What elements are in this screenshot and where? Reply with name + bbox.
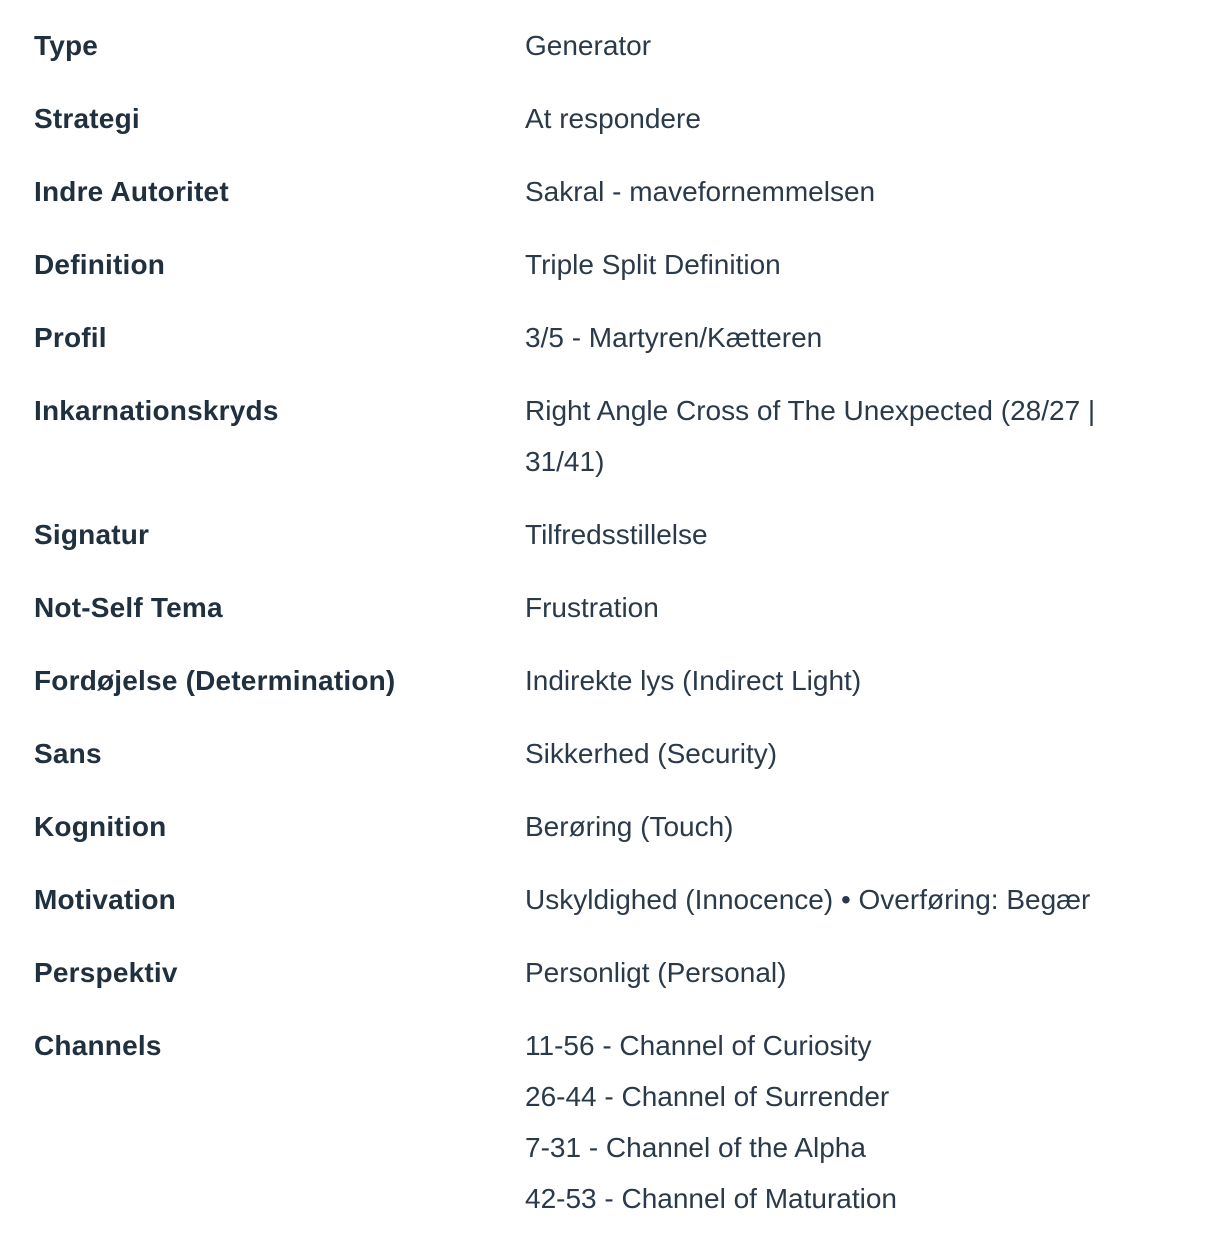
channel-line: 42-53 - Channel of Maturation (525, 1183, 897, 1214)
property-label: Inkarnationskryds (34, 395, 279, 426)
property-row-inkarnationskryds (34, 385, 1175, 487)
property-row-motivation (34, 874, 1175, 925)
property-label: Perspektiv (34, 957, 178, 988)
property-label: Indre Autoritet (34, 176, 229, 207)
property-row-sans (34, 728, 1175, 779)
property-label: Kognition (34, 811, 167, 842)
property-value: Tilfredsstillelse (525, 519, 708, 550)
property-value (525, 1020, 1175, 1224)
property-row-perspektiv (34, 947, 1175, 998)
property-value: Right Angle Cross of The Unexpected (28/27 | 31/41) (525, 395, 1096, 477)
property-label: Signatur (34, 519, 150, 550)
property-row-definition (34, 239, 1175, 290)
property-value: Indirekte lys (Indirect Light) (525, 665, 862, 696)
property-row-type (34, 20, 1175, 71)
property-row-fordojelse (34, 655, 1175, 706)
property-label: Profil (34, 322, 107, 353)
property-row-not-self-tema (34, 582, 1175, 633)
property-value: Personligt (Personal) (525, 957, 787, 988)
property-value: 3/5 - Martyren/Kætteren (525, 322, 823, 353)
property-label: Not-Self Tema (34, 592, 223, 623)
channel-line: 11-56 - Channel of Curiosity (525, 1030, 872, 1061)
property-label: Type (34, 30, 99, 61)
property-value: Triple Split Definition (525, 249, 781, 280)
property-row-channels (34, 1020, 1175, 1224)
channel-line: 7-31 - Channel of the Alpha (525, 1132, 866, 1163)
property-label: Sans (34, 738, 102, 769)
property-row-profil (34, 312, 1175, 363)
channel-line: 26-44 - Channel of Surrender (525, 1081, 890, 1112)
property-row-kognition (34, 801, 1175, 852)
property-row-strategi (34, 93, 1175, 144)
property-row-signatur (34, 509, 1175, 560)
property-value: Uskyldighed (Innocence) • Overføring: Begær (525, 884, 1091, 915)
property-value: Sikkerhed (Security) (525, 738, 778, 769)
property-label: Motivation (34, 884, 176, 915)
property-label: Fordøjelse (Determination) (34, 665, 396, 696)
property-label: Definition (34, 249, 166, 280)
property-value: At respondere (525, 103, 701, 134)
property-value: Berøring (Touch) (525, 811, 734, 842)
property-label: Strategi (34, 103, 140, 134)
property-row-indre-autoritet (34, 166, 1175, 217)
property-value: Sakral - mavefornemmelsen (525, 176, 876, 207)
property-label: Channels (34, 1030, 162, 1061)
property-value: Frustration (525, 592, 659, 623)
property-value: Generator (525, 30, 652, 61)
